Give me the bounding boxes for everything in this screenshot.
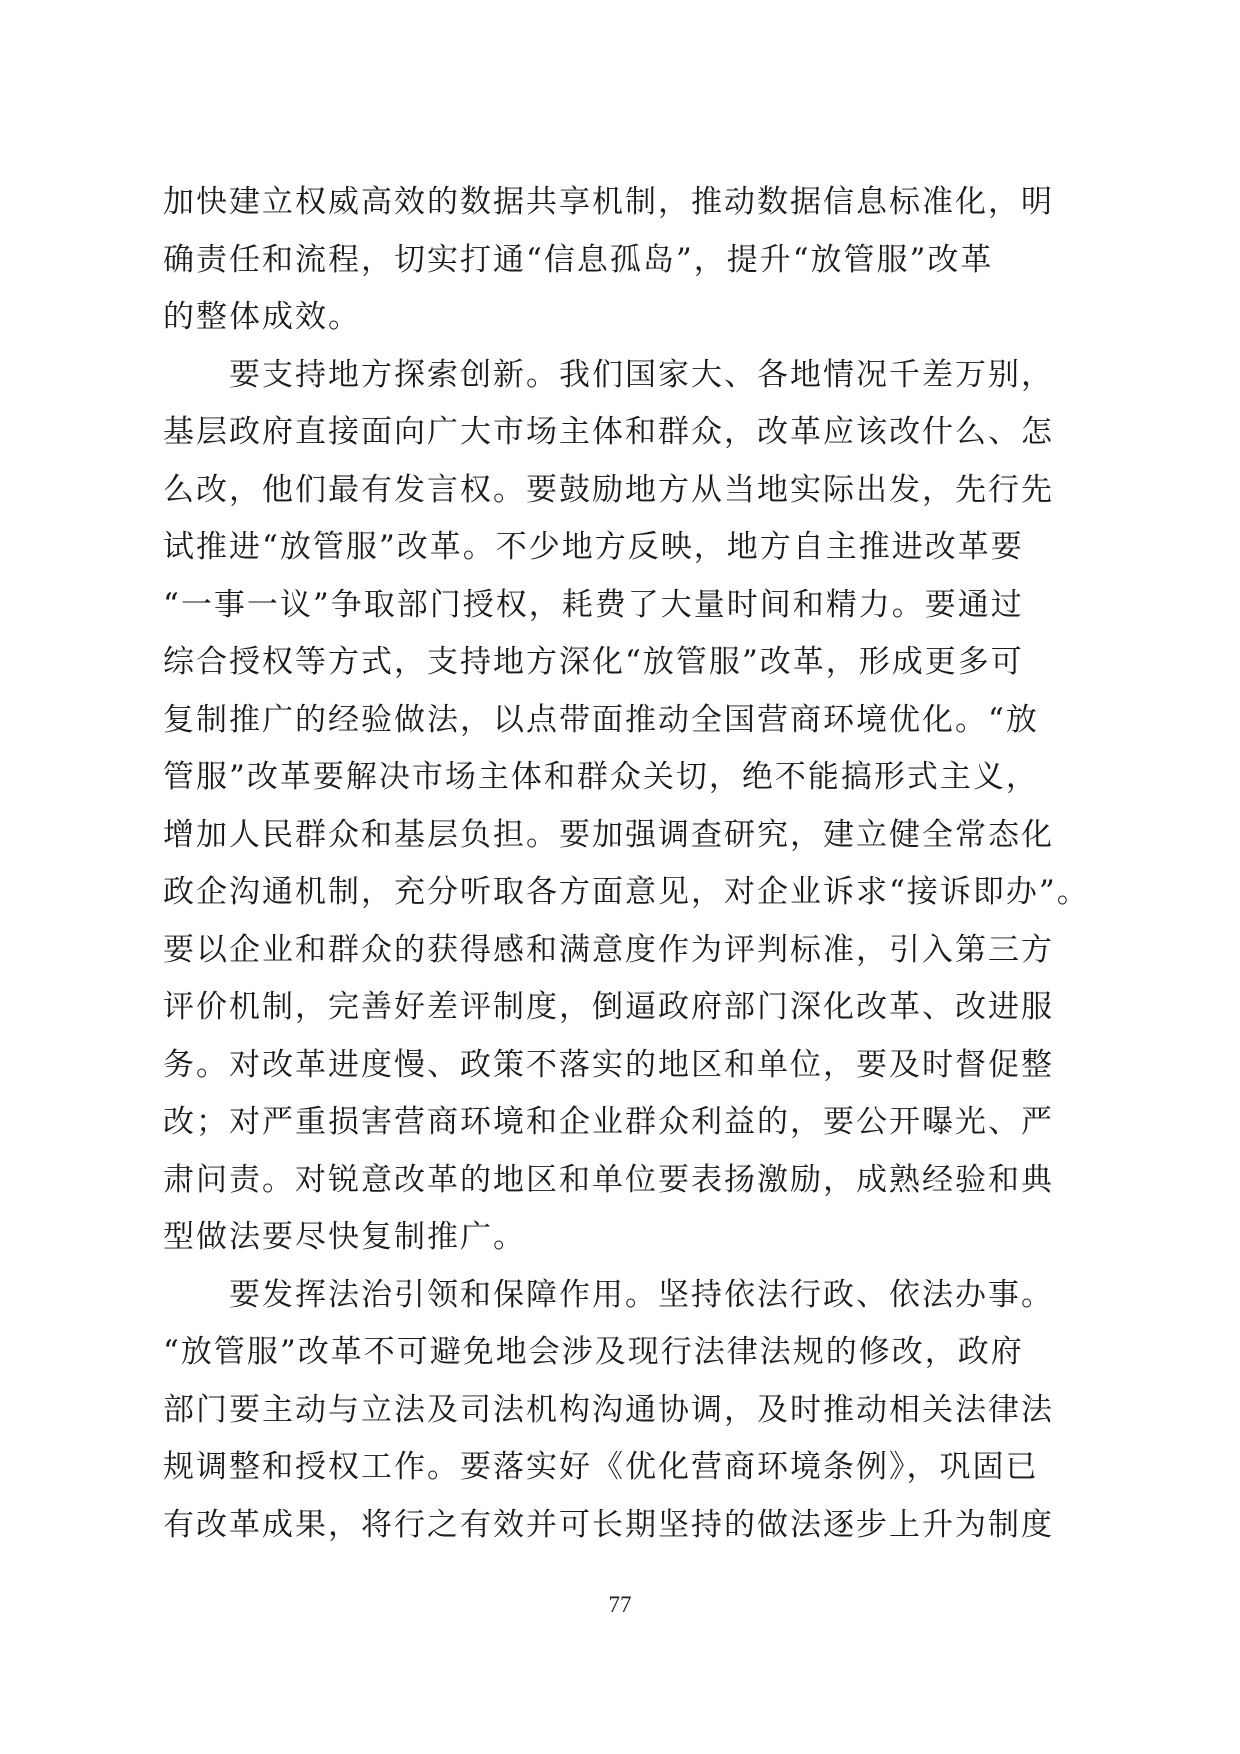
body-text <box>163 174 1090 1554</box>
text-line: “一事一议”争取部门授权，耗费了大量时间和精力。要通过 <box>163 586 1024 623</box>
text-line: 么改，他们最有发言权。要鼓励地方从当地实际出发，先行先 <box>163 471 1054 508</box>
text-line: 确责任和流程，切实打通“信息孤岛”，提升“放管服”改革 <box>163 241 994 278</box>
paragraph-first-line: 要支持地方探索创新。我们国家大、各地情况千差万别， <box>229 356 1054 393</box>
page-number: 77 <box>608 1592 632 1617</box>
text-line: 务。对改革进度慢、政策不落实的地区和单位，要及时督促整 <box>163 1046 1054 1083</box>
text-line: 改；对严重损害营商环境和企业群众利益的，要公开曝光、严 <box>163 1104 1054 1140</box>
text-line: 综合授权等方式，支持地方深化“放管服”改革，形成更多可 <box>163 644 1024 680</box>
text-line: 部门要主动与立法及司法机构沟通协调，及时推动相关法律法 <box>163 1391 1054 1428</box>
text-line: 基层政府直接面向广大市场主体和群众，改革应该改什么、怎 <box>163 414 1054 450</box>
text-line: 政企沟通机制，充分听取各方面意见，对企业诉求“接诉即办”。 <box>163 874 1090 910</box>
text-line: 复制推广的经验做法，以点带面推动全国营商环境优化。“放 <box>163 701 1039 738</box>
text-line: 要以企业和群众的获得感和满意度作为评判标准，引入第三方 <box>163 931 1054 968</box>
text-line: 评价机制，完善好差评制度，倒逼政府部门深化改革、改进服 <box>163 989 1054 1025</box>
text-line: 试推进“放管服”改革。不少地方反映，地方自主推进改革要 <box>163 529 1024 565</box>
text-line: 的整体成效。 <box>163 299 361 335</box>
text-line: 增加人民群众和基层负担。要加强调查研究，建立健全常态化 <box>163 816 1054 853</box>
text-line: 型做法要尽快复制推广。 <box>163 1219 526 1255</box>
paragraph-first-line: 要发挥法治引领和保障作用。坚持依法行政、依法办事。 <box>229 1276 1054 1313</box>
text-line: 肃问责。对锐意改革的地区和单位要表扬激励，成熟经验和典 <box>163 1161 1054 1198</box>
text-line: “放管服”改革不可避免地会涉及现行法律法规的修改，政府 <box>163 1334 1024 1370</box>
text-line: 规调整和授权工作。要落实好《优化营商环境条例》，巩固已 <box>163 1449 1039 1485</box>
text-line: 有改革成果，将行之有效并可长期坚持的做法逐步上升为制度 <box>163 1506 1054 1543</box>
text-line: 加快建立权威高效的数据共享机制，推动数据信息标准化，明 <box>163 184 1054 220</box>
text-line: 管服”改革要解决市场主体和群众关切，绝不能搞形式主义， <box>163 759 1039 795</box>
